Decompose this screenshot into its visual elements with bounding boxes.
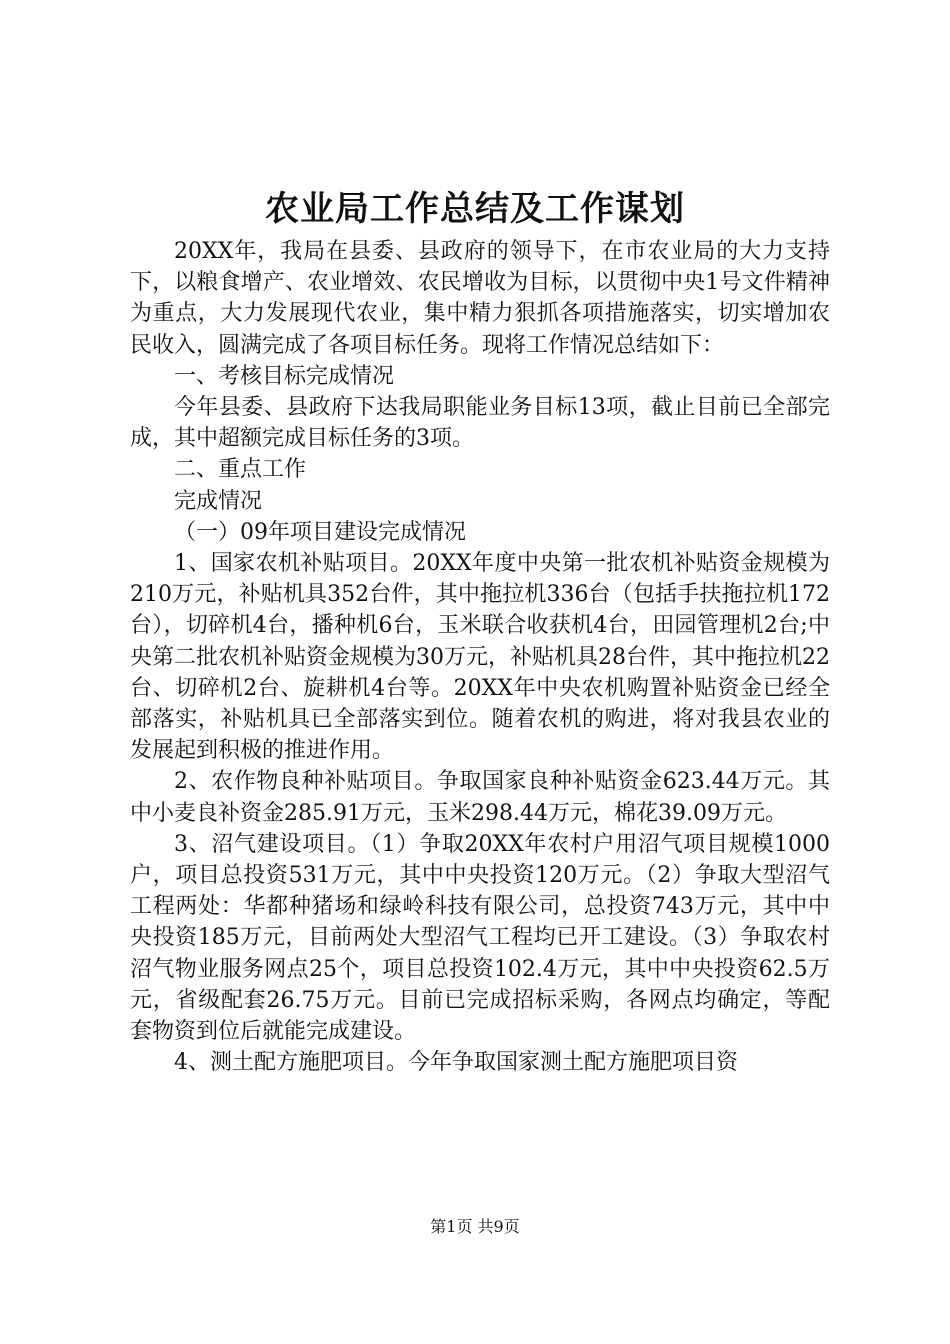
heading-assessment-targets: 一、考核目标完成情况	[174, 363, 395, 389]
document-title: 农业局工作总结及工作谋划	[265, 189, 685, 229]
page-footer: 第1页 共9页	[430, 1217, 520, 1236]
heading-completion-status: 完成情况	[174, 488, 263, 514]
paragraph-intro: 20XX年，我局在县委、县政府的领导下，在市农业局的大力支持下，以粮食增产、农业增效、农民增收为目标，以贯彻中央1号文件精神为重点，大力发展现代农业，集中精力狠抓各项措施落实，切实增加农民收入，圆满完成了各项目标任务。现将工作情况总结如下：	[130, 239, 830, 358]
paragraph-biogas-project: 3、沼气建设项目。（1）争取20XX年农村户用沼气项目规模1000户，项目总投资531万元，其中中央投资120万元。（2）争取大型沼气工程两处：华都种猪场和绿岭科技有限公司，总投资743万元，其中中央投资185万元，目前两处大型沼气工程均已开工建设。（3）争取农村沼气物业服务网点25个，项目总投资102.4万元，其中中央投资62.5万元，省级配套26.75万元。目前已完成招标采购，各网点均确定，等配套物资到位后就能完成建设。	[130, 831, 830, 1045]
paragraph-seed-subsidy: 2、农作物良种补贴项目。争取国家良种补贴资金623.44万元。其中小麦良补资金285.91万元，玉米298.44万元，棉花39.09万元。	[130, 769, 830, 826]
heading-key-work: 二、重点工作	[174, 457, 307, 483]
heading-project-construction: （一）09年项目建设完成情况	[174, 519, 466, 545]
document-body	[130, 236, 830, 1078]
paragraph-agri-machinery-subsidy: 1、国家农机补贴项目。20XX年度中央第一批农机补贴资金规模为210万元，补贴机具352台件，其中拖拉机336台（包括手扶拖拉机172台），切碎机4台，播种机6台，玉米联合收获机4台，田园管理机2台;中央第二批农机补贴资金规模为30万元，补贴机具28台件，其中拖拉机22台、切碎机2台、旋耕机4台等。20XX年中央农机购置补贴资金已经全部落实，补贴机具已全部落实到位。随着农机的购进，将对我县农业的发展起到积极的推进作用。	[130, 551, 830, 764]
paragraph-assessment: 今年县委、县政府下达我局职能业务目标13项，截止目前已全部完成，其中超额完成目标任务的3项。	[130, 395, 830, 452]
paragraph-soil-testing-fertilizer: 4、测土配方施肥项目。今年争取国家测土配方施肥项目资	[174, 1050, 738, 1076]
